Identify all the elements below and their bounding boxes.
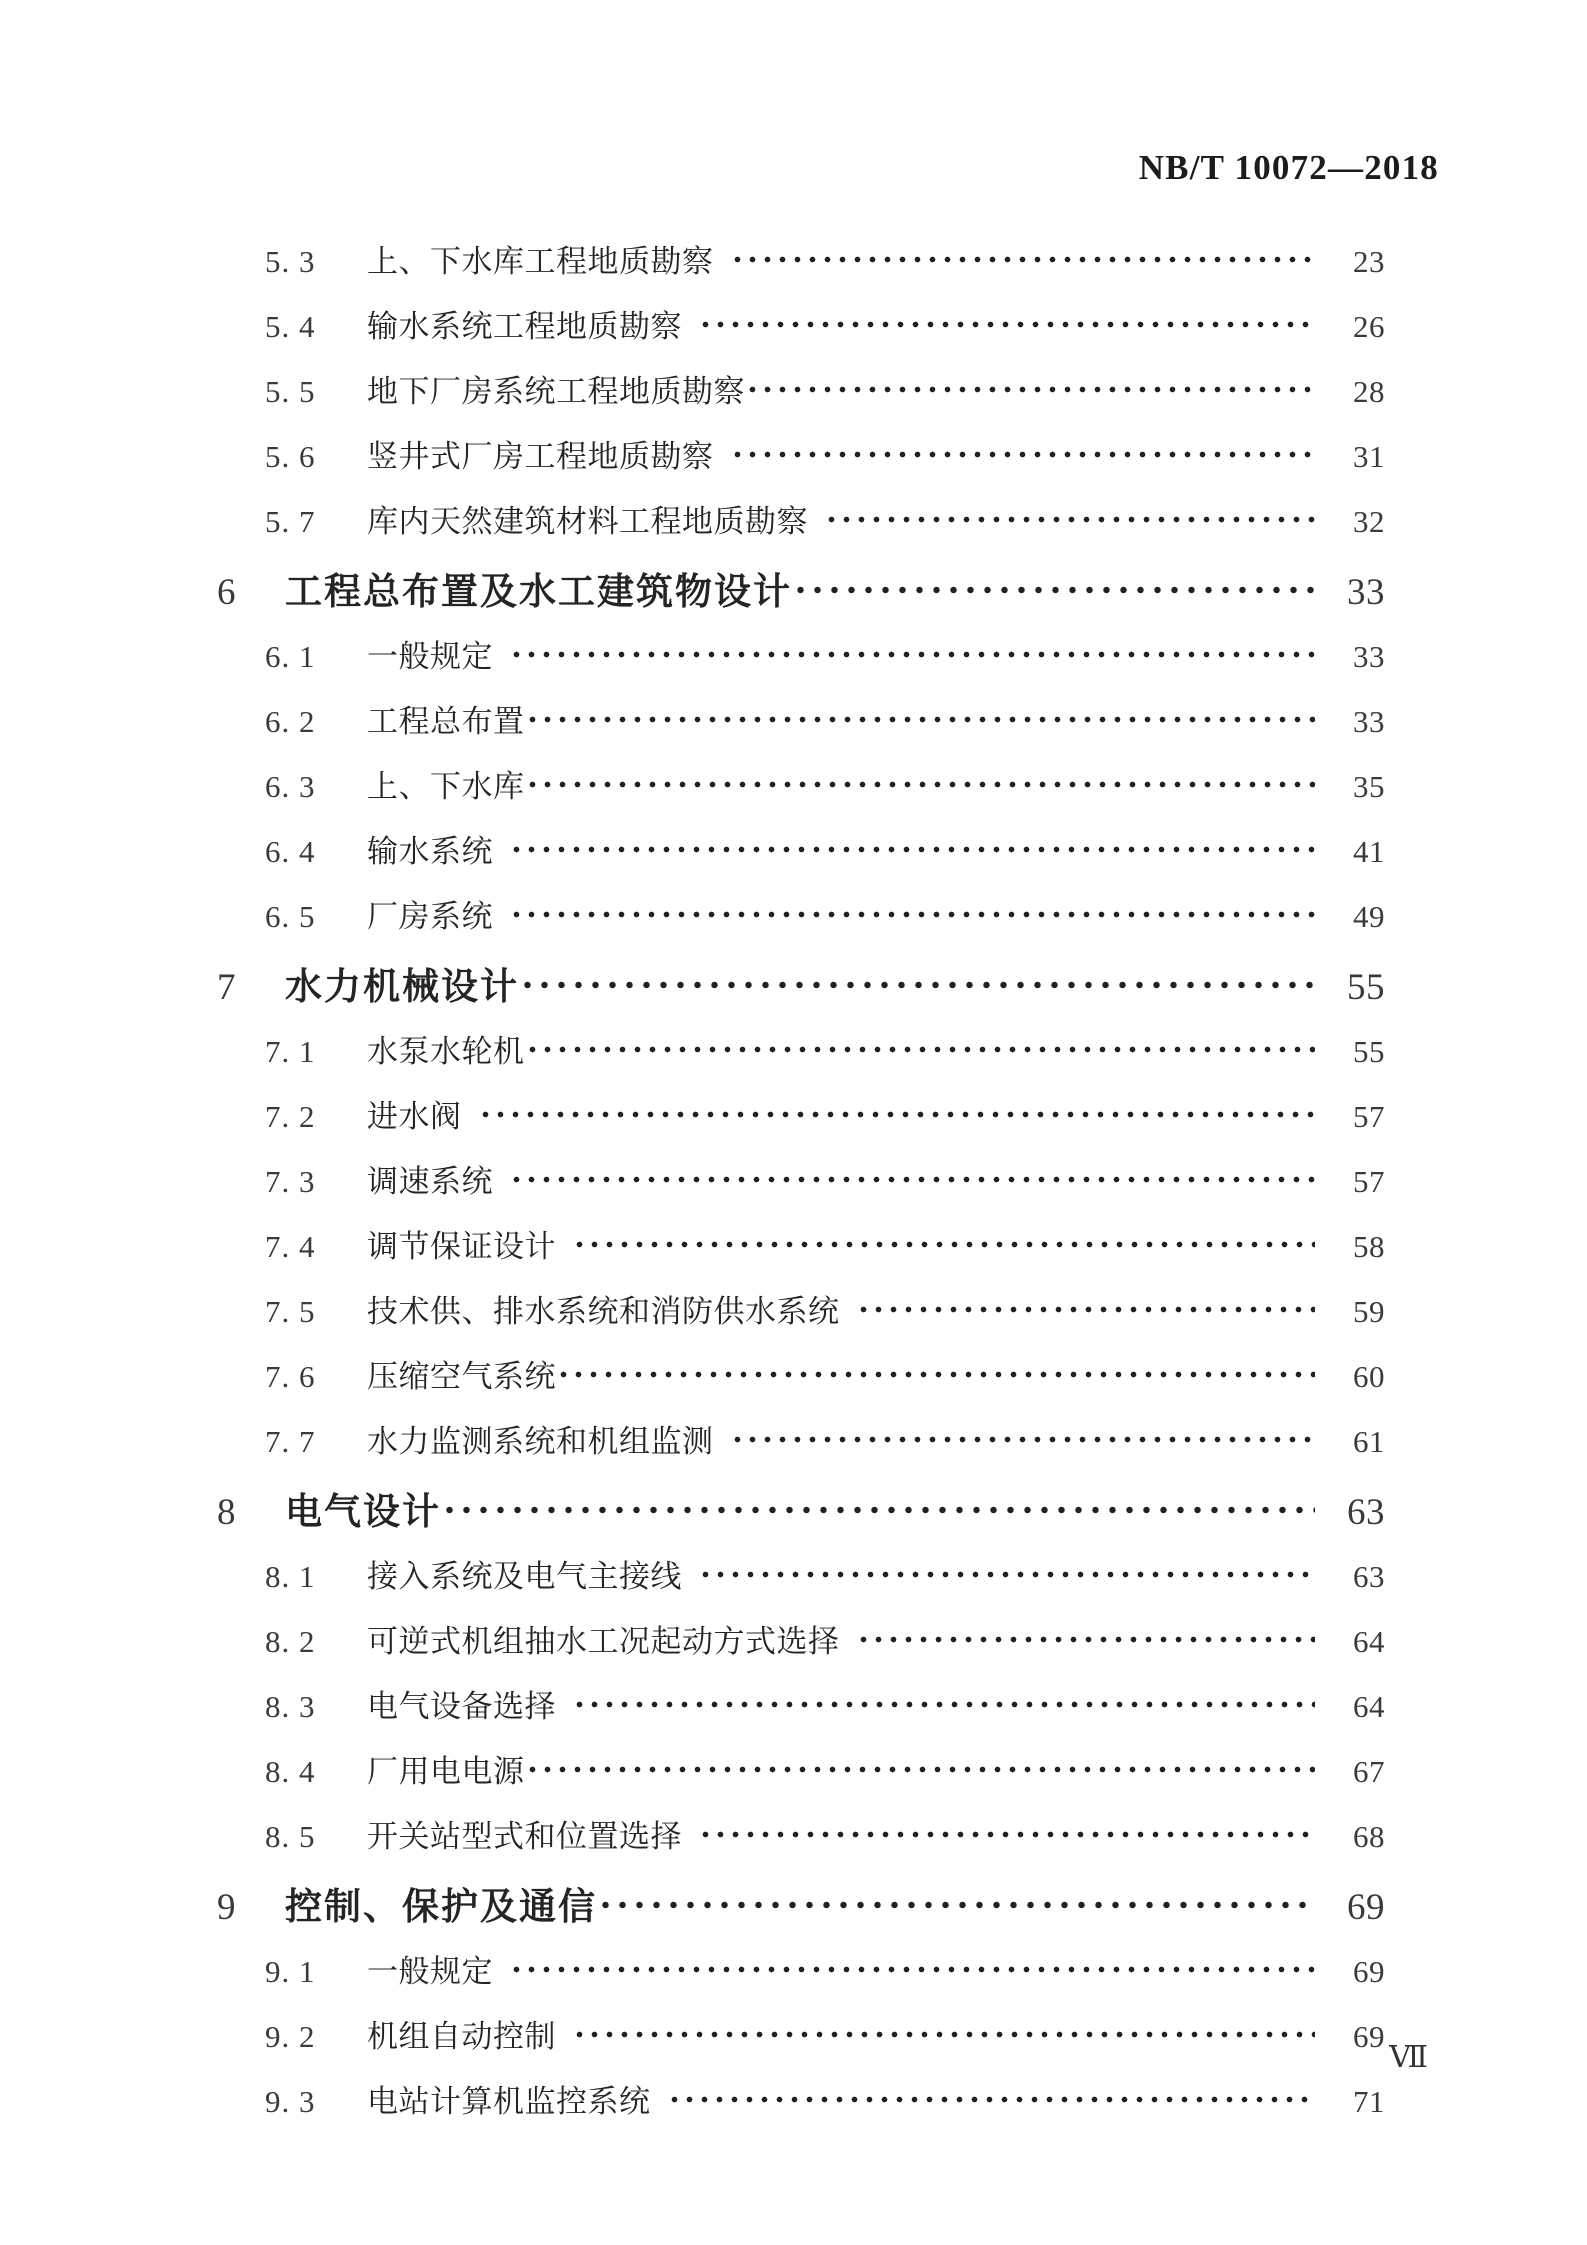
toc-dot-leader bbox=[572, 2016, 1315, 2047]
toc-dot-leader bbox=[698, 306, 1315, 337]
toc-entry-page-number: 33 bbox=[1353, 704, 1385, 739]
toc-dot-leader-dots bbox=[730, 1436, 1316, 1443]
toc-dot-leader bbox=[478, 1096, 1316, 1127]
toc-dot-leader bbox=[730, 436, 1316, 467]
toc-dot-leader bbox=[597, 1882, 1315, 1919]
toc-entry-title: 上、下水库 bbox=[367, 769, 525, 805]
toc-dot-leader-dots bbox=[509, 651, 1315, 658]
toc-entry[interactable] bbox=[205, 561, 1385, 631]
toc-entry-title: 工程总布置及水工建筑物设计 bbox=[285, 569, 792, 613]
toc-entry-number: 5. 4 bbox=[265, 309, 316, 344]
toc-dot-leader-dots bbox=[572, 1241, 1315, 1248]
toc-dot-leader bbox=[509, 896, 1315, 927]
toc-entry[interactable] bbox=[205, 236, 1385, 301]
toc-entry[interactable] bbox=[205, 1746, 1385, 1811]
toc-entry-number: 5. 7 bbox=[265, 504, 316, 539]
toc-entry-page-number: 31 bbox=[1353, 439, 1385, 474]
toc-entry-title: 厂房系统 bbox=[367, 899, 493, 935]
toc-entry-number: 6. 5 bbox=[265, 899, 316, 934]
toc-dot-leader bbox=[667, 2081, 1316, 2112]
toc-dot-leader-dots bbox=[441, 1506, 1315, 1514]
toc-dot-leader bbox=[509, 1951, 1315, 1982]
toc-entry-page-number: 35 bbox=[1353, 769, 1385, 804]
toc-dot-leader-dots bbox=[519, 981, 1315, 989]
toc-dot-leader bbox=[730, 241, 1316, 272]
toc-dot-leader bbox=[745, 371, 1315, 402]
toc-dot-leader-dots bbox=[730, 451, 1316, 458]
toc-entry-page-number: 68 bbox=[1353, 1819, 1385, 1854]
toc-entry[interactable] bbox=[205, 431, 1385, 496]
toc-dot-leader-dots bbox=[792, 586, 1315, 594]
toc-entry[interactable] bbox=[205, 1416, 1385, 1481]
running-header-standard-number: NB/T 10072—2018 bbox=[1138, 148, 1439, 187]
toc-dot-leader bbox=[519, 962, 1315, 999]
toc-entry[interactable] bbox=[205, 1286, 1385, 1351]
toc-dot-leader-dots bbox=[509, 846, 1315, 853]
toc-entry-page-number: 57 bbox=[1353, 1099, 1385, 1134]
toc-entry[interactable] bbox=[205, 1156, 1385, 1221]
toc-dot-leader-dots bbox=[509, 1966, 1315, 1973]
toc-entry-title: 水力机械设计 bbox=[285, 964, 519, 1008]
toc-entry[interactable] bbox=[205, 1026, 1385, 1091]
toc-dot-leader bbox=[824, 501, 1315, 532]
toc-entry-title: 上、下水库工程地质勘察 bbox=[367, 244, 714, 280]
toc-entry[interactable] bbox=[205, 1351, 1385, 1416]
toc-entry[interactable] bbox=[205, 1221, 1385, 1286]
toc-dot-leader-dots bbox=[698, 1571, 1315, 1578]
toc-dot-leader-dots bbox=[478, 1111, 1316, 1118]
toc-entry-number: 7 bbox=[217, 967, 236, 1008]
toc-entry-title: 电站计算机监控系统 bbox=[367, 2084, 651, 2120]
toc-entry-page-number: 33 bbox=[1347, 572, 1385, 613]
toc-entry-page-number: 71 bbox=[1353, 2084, 1385, 2119]
toc-entry-title: 一般规定 bbox=[367, 1954, 493, 1990]
toc-entry[interactable] bbox=[205, 496, 1385, 561]
toc-entry-page-number: 60 bbox=[1353, 1359, 1385, 1394]
toc-entry-number: 8. 3 bbox=[265, 1689, 316, 1724]
toc-entry[interactable] bbox=[205, 1681, 1385, 1746]
toc-entry-page-number: 63 bbox=[1347, 1492, 1385, 1533]
toc-entry-page-number: 33 bbox=[1353, 639, 1385, 674]
toc-entry-number: 5. 6 bbox=[265, 439, 316, 474]
toc-dot-leader-dots bbox=[667, 2096, 1316, 2103]
toc-entry-title: 电气设计 bbox=[285, 1489, 441, 1533]
toc-entry-page-number: 64 bbox=[1353, 1624, 1385, 1659]
toc-dot-leader bbox=[509, 1161, 1315, 1192]
toc-entry[interactable] bbox=[205, 826, 1385, 891]
toc-entry-number: 8. 5 bbox=[265, 1819, 316, 1854]
toc-entry-number: 8. 1 bbox=[265, 1559, 316, 1594]
toc-dot-leader-dots bbox=[572, 2031, 1315, 2038]
toc-dot-leader-dots bbox=[824, 516, 1315, 523]
toc-entry-number: 6. 1 bbox=[265, 639, 316, 674]
toc-entry[interactable] bbox=[205, 696, 1385, 761]
toc-dot-leader bbox=[698, 1556, 1315, 1587]
toc-dot-leader bbox=[572, 1686, 1315, 1717]
toc-entry-title: 控制、保护及通信 bbox=[285, 1884, 597, 1928]
toc-entry-page-number: 41 bbox=[1353, 834, 1385, 869]
toc-entry-page-number: 58 bbox=[1353, 1229, 1385, 1264]
toc-entry-title: 调速系统 bbox=[367, 1164, 493, 1200]
toc-entry-page-number: 64 bbox=[1353, 1689, 1385, 1724]
toc-dot-leader-dots bbox=[525, 781, 1316, 788]
toc-dot-leader bbox=[730, 1421, 1316, 1452]
toc-entry[interactable] bbox=[205, 631, 1385, 696]
toc-entry-title: 一般规定 bbox=[367, 639, 493, 675]
toc-entry-title: 输水系统工程地质勘察 bbox=[367, 309, 682, 345]
toc-entry-number: 9. 3 bbox=[265, 2084, 316, 2119]
toc-entry-number: 8. 4 bbox=[265, 1754, 316, 1789]
toc-entry-title: 水泵水轮机 bbox=[367, 1034, 525, 1070]
toc-entry-title: 竖井式厂房工程地质勘察 bbox=[367, 439, 714, 475]
toc-dot-leader bbox=[698, 1816, 1315, 1847]
toc-entry[interactable] bbox=[205, 2011, 1385, 2076]
toc-dot-leader-dots bbox=[525, 1046, 1316, 1053]
toc-entry-number: 9 bbox=[217, 1887, 236, 1928]
toc-entry-number: 7. 3 bbox=[265, 1164, 316, 1199]
toc-entry-number: 5. 5 bbox=[265, 374, 316, 409]
toc-entry-title: 电气设备选择 bbox=[367, 1689, 556, 1725]
toc-dot-leader bbox=[572, 1226, 1315, 1257]
toc-entry-page-number: 61 bbox=[1353, 1424, 1385, 1459]
toc-dot-leader-dots bbox=[509, 1176, 1315, 1183]
toc-dot-leader bbox=[556, 1356, 1315, 1387]
toc-dot-leader-dots bbox=[698, 1831, 1315, 1838]
toc-dot-leader-dots bbox=[597, 1901, 1315, 1909]
toc-entry-title: 进水阀 bbox=[367, 1099, 462, 1135]
toc-entry-number: 7. 1 bbox=[265, 1034, 316, 1069]
toc-dot-leader bbox=[525, 1031, 1316, 1062]
toc-entry[interactable] bbox=[205, 1946, 1385, 2011]
toc-dot-leader-dots bbox=[525, 1766, 1316, 1773]
toc-dot-leader-dots bbox=[525, 716, 1316, 723]
toc-entry[interactable] bbox=[205, 891, 1385, 956]
toc-entry-number: 7. 7 bbox=[265, 1424, 316, 1459]
toc-entry-page-number: 67 bbox=[1353, 1754, 1385, 1789]
toc-entry-page-number: 69 bbox=[1353, 1954, 1385, 1989]
toc-entry-number: 7. 5 bbox=[265, 1294, 316, 1329]
toc-dot-leader bbox=[792, 567, 1315, 604]
toc-dot-leader-dots bbox=[509, 911, 1315, 918]
toc-entry-title: 工程总布置 bbox=[367, 704, 525, 740]
toc-entry-number: 6. 2 bbox=[265, 704, 316, 739]
toc-dot-leader-dots bbox=[572, 1701, 1315, 1708]
toc-dot-leader-dots bbox=[745, 386, 1315, 393]
toc-entry[interactable] bbox=[205, 301, 1385, 366]
toc-entry[interactable] bbox=[205, 366, 1385, 431]
toc-entry-title: 可逆式机组抽水工况起动方式选择 bbox=[367, 1624, 840, 1660]
toc-entry-page-number: 26 bbox=[1353, 309, 1385, 344]
toc-dot-leader-dots bbox=[856, 1306, 1316, 1313]
toc-entry-page-number: 69 bbox=[1347, 1887, 1385, 1928]
toc-entry-title: 库内天然建筑材料工程地质勘察 bbox=[367, 504, 808, 540]
toc-dot-leader bbox=[525, 1751, 1316, 1782]
toc-entry-number: 6 bbox=[217, 572, 236, 613]
toc-entry-page-number: 55 bbox=[1353, 1034, 1385, 1069]
toc-entry-number: 7. 6 bbox=[265, 1359, 316, 1394]
toc-entry[interactable] bbox=[205, 1091, 1385, 1156]
toc-entry-title: 技术供、排水系统和消防供水系统 bbox=[367, 1294, 840, 1330]
toc-entry-number: 9. 2 bbox=[265, 2019, 316, 2054]
toc-entry-page-number: 69 bbox=[1353, 2019, 1385, 2054]
toc-dot-leader bbox=[856, 1291, 1316, 1322]
toc-entry[interactable] bbox=[205, 1551, 1385, 1616]
toc-entry-number: 8. 2 bbox=[265, 1624, 316, 1659]
toc-entry-title: 输水系统 bbox=[367, 834, 493, 870]
toc-entry[interactable] bbox=[205, 761, 1385, 826]
toc-entry-title: 开关站型式和位置选择 bbox=[367, 1819, 682, 1855]
toc-entry-page-number: 57 bbox=[1353, 1164, 1385, 1199]
toc-dot-leader bbox=[441, 1487, 1315, 1524]
toc-entry-number: 5. 3 bbox=[265, 244, 316, 279]
toc-entry-title: 压缩空气系统 bbox=[367, 1359, 556, 1395]
toc-entry[interactable] bbox=[205, 956, 1385, 1026]
toc-entry[interactable] bbox=[205, 1481, 1385, 1551]
toc-entry-page-number: 59 bbox=[1353, 1294, 1385, 1329]
toc-entry-title: 水力监测系统和机组监测 bbox=[367, 1424, 714, 1460]
toc-dot-leader-dots bbox=[730, 256, 1316, 263]
toc-entry-number: 9. 1 bbox=[265, 1954, 316, 1989]
toc-entry-title: 厂用电电源 bbox=[367, 1754, 525, 1790]
toc-dot-leader-dots bbox=[698, 321, 1315, 328]
toc-entry[interactable] bbox=[205, 1616, 1385, 1681]
toc-entry[interactable] bbox=[205, 2076, 1385, 2141]
toc-entry-number: 7. 2 bbox=[265, 1099, 316, 1134]
toc-dot-leader-dots bbox=[556, 1371, 1315, 1378]
toc-entry-title: 地下厂房系统工程地质勘察 bbox=[367, 374, 745, 410]
toc-entry-title: 接入系统及电气主接线 bbox=[367, 1559, 682, 1595]
toc-dot-leader-dots bbox=[856, 1636, 1316, 1643]
toc-entry-page-number: 28 bbox=[1353, 374, 1385, 409]
toc-entry-number: 8 bbox=[217, 1492, 236, 1533]
toc-entry[interactable] bbox=[205, 1811, 1385, 1876]
toc-entry-page-number: 55 bbox=[1347, 967, 1385, 1008]
toc-entry-number: 6. 4 bbox=[265, 834, 316, 869]
toc-entry[interactable] bbox=[205, 1876, 1385, 1946]
toc-entry-page-number: 63 bbox=[1353, 1559, 1385, 1594]
toc-entry-page-number: 49 bbox=[1353, 899, 1385, 934]
toc-dot-leader bbox=[525, 766, 1316, 797]
toc-dot-leader bbox=[509, 831, 1315, 862]
toc-dot-leader bbox=[856, 1621, 1316, 1652]
toc-entry-title: 调节保证设计 bbox=[367, 1229, 556, 1265]
toc-entry-title: 机组自动控制 bbox=[367, 2019, 556, 2055]
table-of-contents bbox=[205, 236, 1385, 2141]
toc-entry-number: 6. 3 bbox=[265, 769, 316, 804]
toc-entry-page-number: 23 bbox=[1353, 244, 1385, 279]
page-folio: Ⅶ bbox=[1389, 2041, 1429, 2074]
toc-dot-leader bbox=[525, 701, 1316, 732]
toc-entry-page-number: 32 bbox=[1353, 504, 1385, 539]
toc-entry-number: 7. 4 bbox=[265, 1229, 316, 1264]
toc-dot-leader bbox=[509, 636, 1315, 667]
